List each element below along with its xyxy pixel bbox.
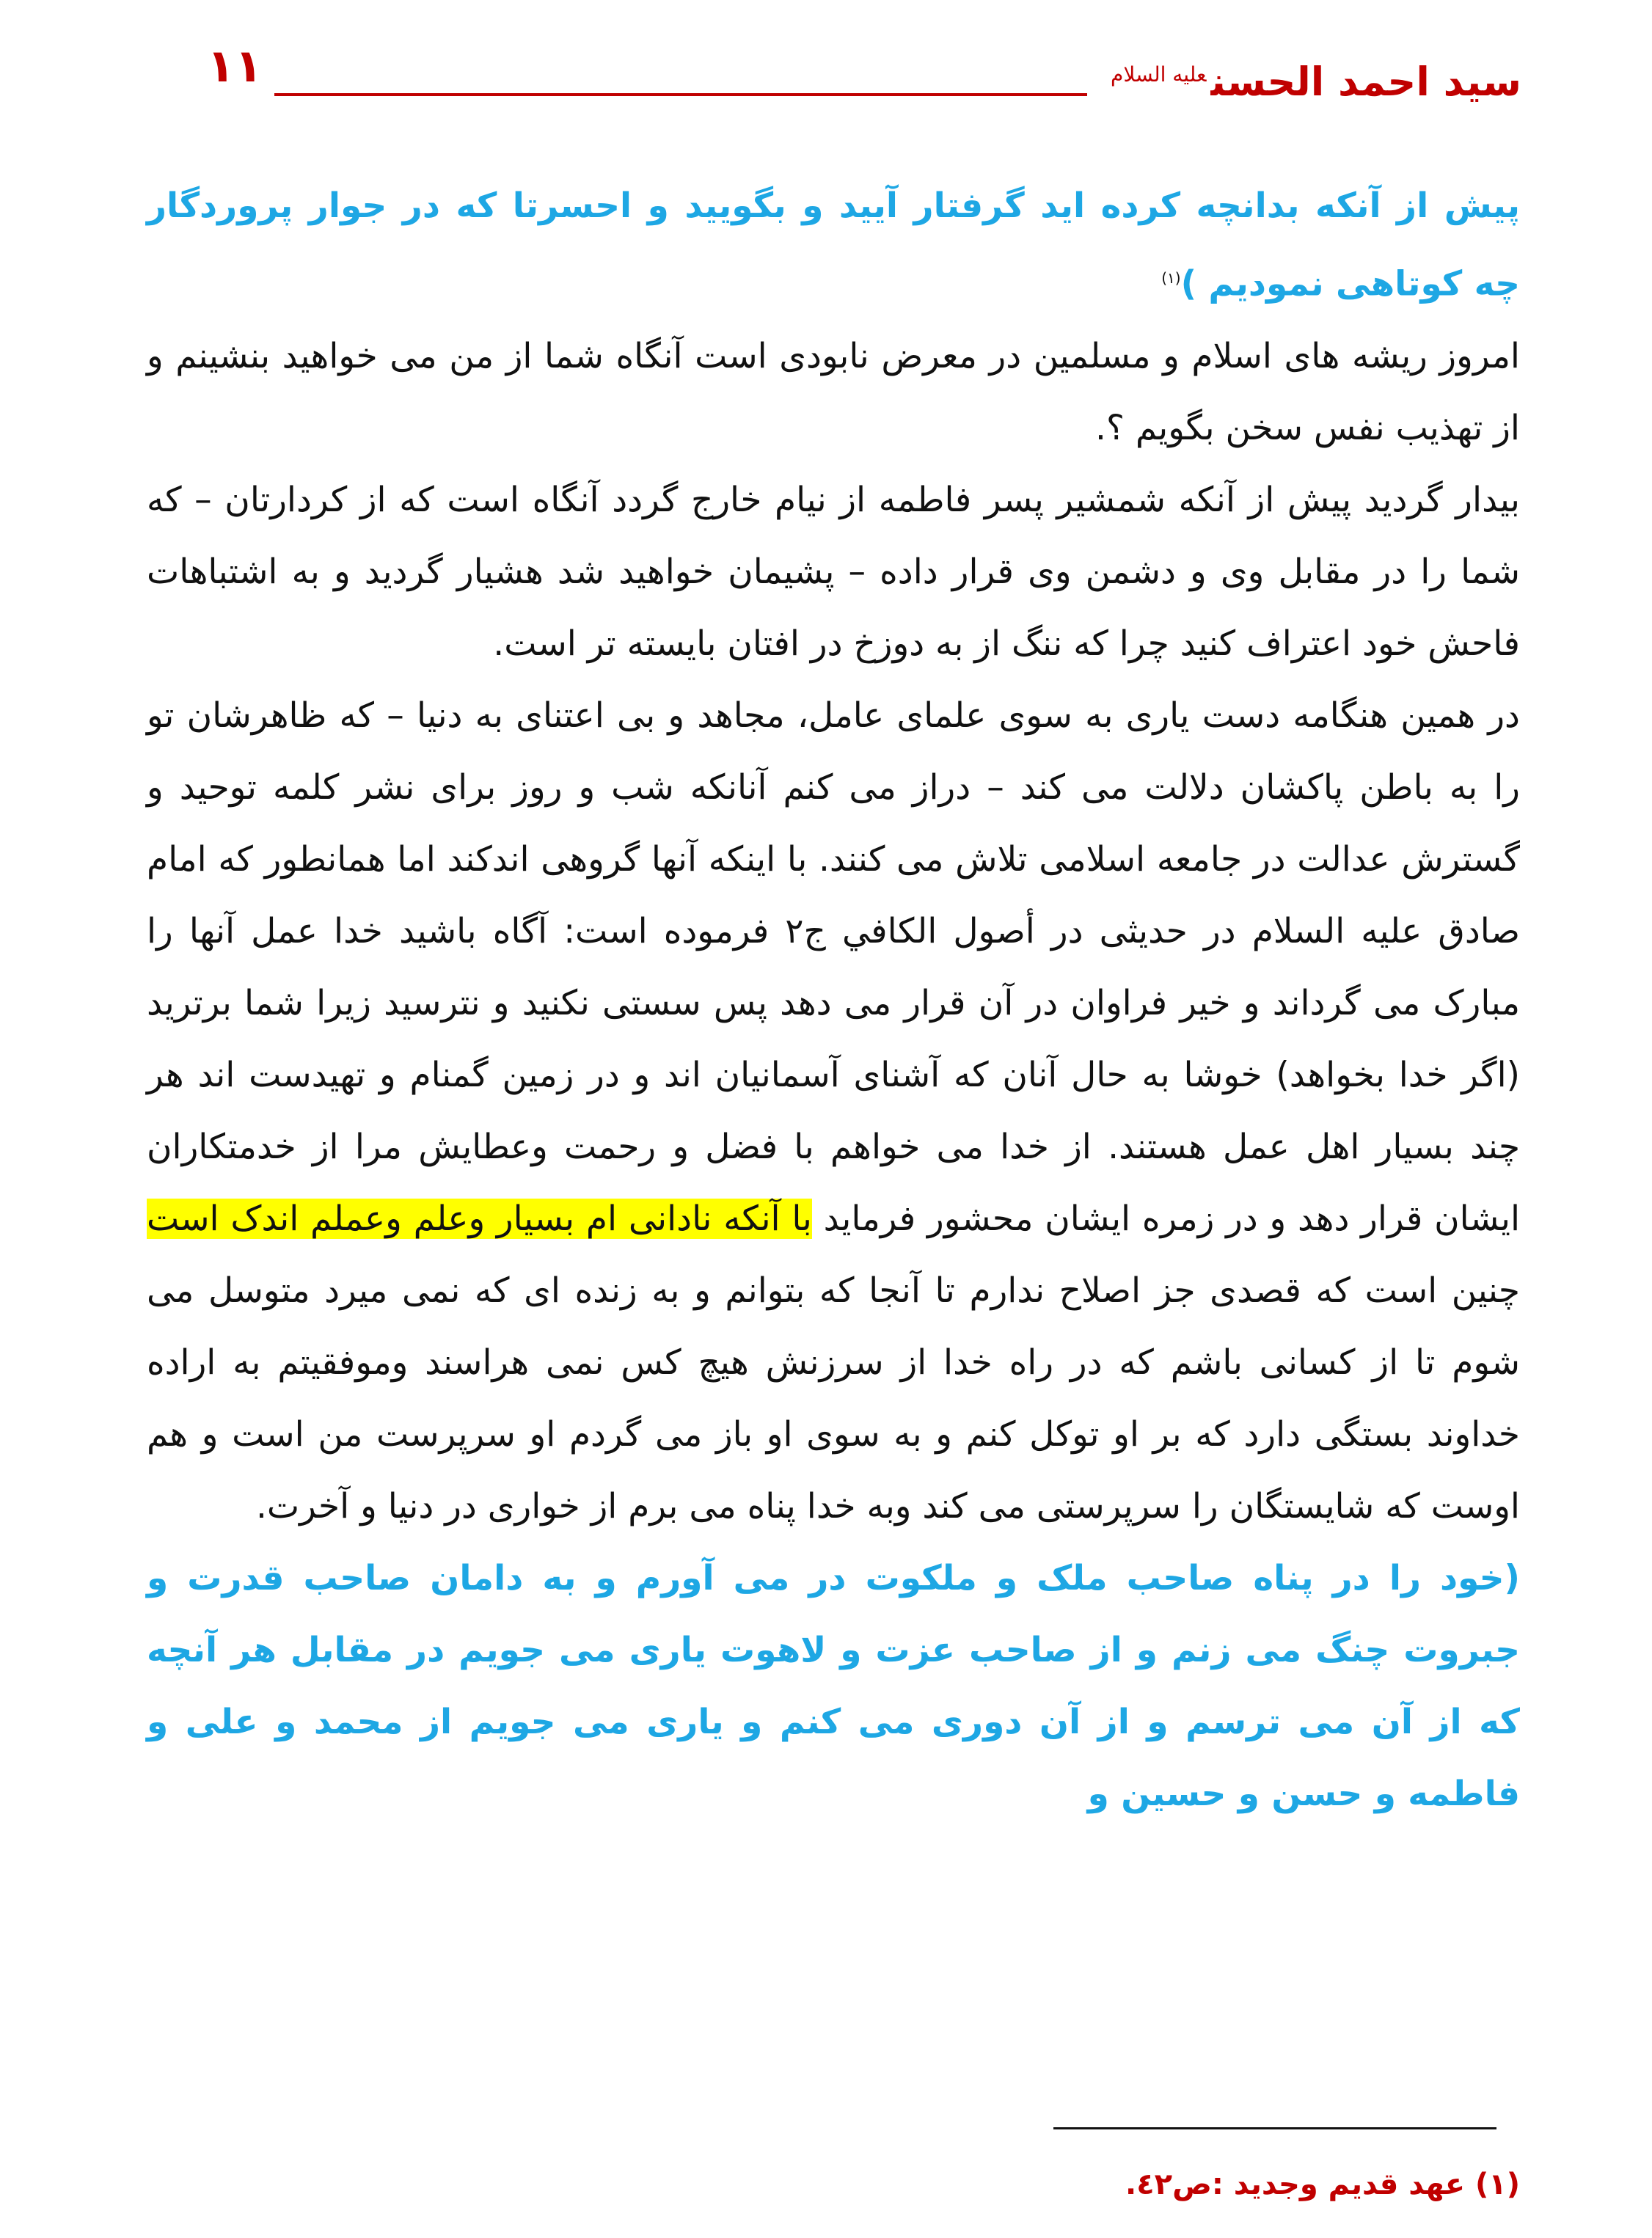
quote-paragraph-1 [147,170,1520,321]
quote-paragraph-5: (خود را در پناه صاحب ملک و ملکوت در می آورم و به دامان صاحب قدرت و جبروت چنگ می زنم و از صاحب عزت و لاهوت یاری می جویم در مقابل هر آنچه که از آن می ترسم و از آن دوری می کنم و یاری می جویم از محمد و علی و فاطمه و حسن و حسین و [147,1557,1520,1814]
page-number: ١١ [207,39,263,92]
body-text-4b: چنین است که قصدی جز اصلاح ندارم تا آنجا که بتوانم و به زنده ای که نمی میرد متوسل می شوم تا از کسانی باشم که در راه خدا از سرزنش هیچ کس نمی هراسند وموفقیتم به اراده خداوند بستگی دارد که بر او توکل کنم و به سوی او باز می گردم او سرپرست من است و هم اوست که شایستگان را سرپرستی می کند وبه خدا پناه می برم از خواری در دنیا و آخرت. [147,1270,1520,1526]
footnote-separator [1053,2127,1496,2129]
body-paragraph-3: بیدار گردید پیش از آنکه شمشیر پسر فاطمه از نیام خارج گردد آنگاه است که از کردارتان – که شما را در مقابل وی و دشمن وی قرار داده – پشیمان خواهید شد هشیار گردید و به اشتباهات فاحش خود اعتراف کنید چرا که ننگ از به دوزخ در افتان بایسته تر است. [147,479,1520,664]
footnote: (١) عهد قدیم وجدید :ص٤٢. [1125,2168,1520,2201]
body-paragraph-2: امروز ریشه های اسلام و مسلمین در معرض نابودی است آنگاه شما از من می خواهید بنشینم و از تهذیب نفس سخن بگویم ؟. [147,335,1520,448]
header-author-name: سید احمد الحسن [1210,59,1521,105]
body-text-4a: در همین هنگامه دست یاری به سوی علمای عامل، مجاهد و بی اعتنای به دنیا – که ظاهرشان تو را به باطن پاکشان دلالت می کند – دراز می کنم آنانکه شب و روز برای نشر کلمه توحید و گسترش عدالت در جامعه اسلامی تلاش می کنند. با اینکه آنها گروهی اندکند اما همانطور که امام صادق علیه السلام در حدیثی در أصول الكافي ج٢ فرموده است: آگاه باشید خدا عمل آنها را مبارک می گرداند و خیر فراوان در آن قرار می دهد پس سستی نکنید و نترسید زیرا شما برترید (اگر خدا بخواهد) خوشا به حال آنان که آشنای آسمانیان اند و در زمین گمنام و تهیدست اند هر چند بسیار اهل عمل هستند. از خدا می خواهم با فضل و رحمت وعطایش مرا از خدمتکاران ایشان قرار دهد و در زمره ایشان محشور فرماید [147,695,1520,1239]
body-paragraph-4 [147,680,1520,1543]
quote-text-1: پیش از آنکه بدانچه کرده اید گرفتار آیید و بگویید و احسرتا که در جوار پروردگار چه کوتاهی نمودیم ) [147,186,1520,304]
footnote-reference[interactable]: (١) [1161,269,1181,287]
honorific-glyph: عليه السلام [1111,62,1207,87]
header-title [1111,45,1521,111]
page-body [147,170,1520,1830]
highlighted-phrase: با آنکه نادانی ام بسیار وعلم وعملم اندک است [147,1198,812,1239]
header-rule [274,93,1087,96]
